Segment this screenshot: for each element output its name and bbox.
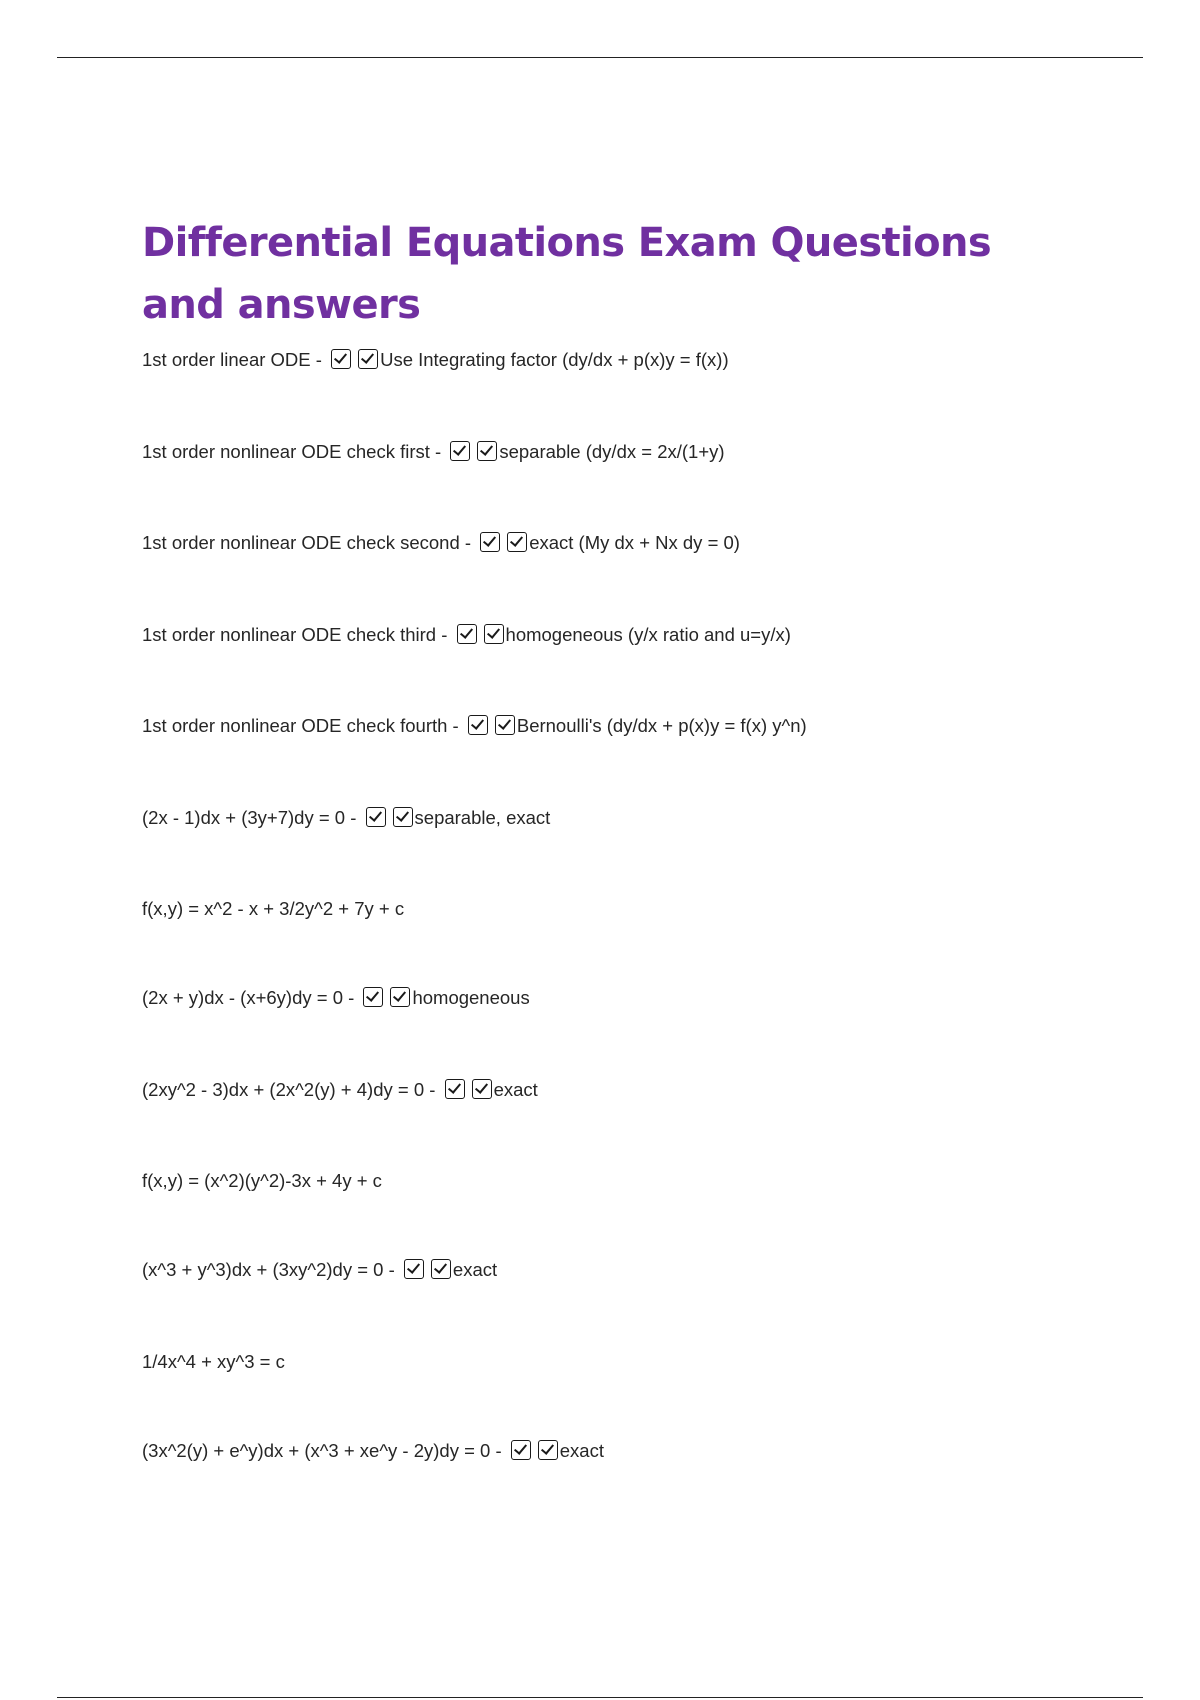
qa-item <box>142 1256 1062 1348</box>
question-text: (3x^2(y) + e^y)dx + (x^3 + xe^y - 2y)dy = 0 - <box>142 1439 507 1461</box>
document-title: Differential Equations Exam Questions and answers <box>142 220 992 328</box>
question-text: f(x,y) = x^2 - x + 3/2y^2 + 7y + c <box>142 898 405 919</box>
checkbox-checked-icon <box>366 807 386 827</box>
question-text: (2x + y)dx - (x+6y)dy = 0 - <box>142 987 360 1008</box>
checkbox-checked-icon <box>484 624 504 644</box>
answer-text: separable, exact <box>414 806 551 828</box>
answer-text: exact <box>559 1439 604 1461</box>
checkbox-checked-icon <box>468 715 488 735</box>
checkbox-checked-icon <box>431 1259 451 1279</box>
answer-text: exact <box>493 1078 538 1100</box>
checkbox-checked-icon <box>472 1079 492 1099</box>
question-text: 1st order nonlinear ODE check fourth - <box>142 715 464 736</box>
checkbox-checked-icon <box>331 349 351 369</box>
qa-item <box>142 1076 1062 1168</box>
qa-item <box>142 804 1062 896</box>
question-text: 1st order nonlinear ODE check third - <box>142 623 453 645</box>
question-text: 1st order nonlinear ODE check first - <box>142 440 447 462</box>
qa-item <box>142 346 1062 438</box>
checkbox-checked-icon <box>538 1440 558 1460</box>
checkbox-checked-icon <box>390 987 410 1007</box>
checkbox-checked-icon <box>495 715 515 735</box>
answer-text: separable (dy/dx = 2x/(1+y) <box>499 440 725 462</box>
question-text: (2xy^2 - 3)dx + (2x^2(y) + 4)dy = 0 - <box>142 1078 441 1100</box>
checkbox-checked-icon <box>507 532 527 552</box>
answer-text: Use Integrating factor (dy/dx + p(x)y = f(x)) <box>380 349 729 370</box>
checkbox-checked-icon <box>363 987 383 1007</box>
checkbox-checked-icon <box>404 1259 424 1279</box>
question-text: 1st order nonlinear ODE check second - <box>142 532 477 553</box>
question-text: f(x,y) = (x^2)(y^2)-3x + 4y + c <box>142 1170 382 1191</box>
answer-text: homogeneous (y/x ratio and u=y/x) <box>505 623 791 645</box>
checkbox-checked-icon <box>511 1440 531 1460</box>
qa-item <box>142 621 1062 713</box>
qa-item <box>142 529 1062 621</box>
document-body <box>142 212 1062 1528</box>
question-text: (x^3 + y^3)dx + (3xy^2)dy = 0 - <box>142 1259 400 1280</box>
header-rule <box>57 57 1143 58</box>
answer-text: exact (My dx + Nx dy = 0) <box>529 532 740 553</box>
checkbox-checked-icon <box>445 1079 465 1099</box>
question-text: 1/4x^4 + xy^3 = c <box>142 1350 285 1372</box>
qa-list <box>142 346 1062 1528</box>
qa-item <box>142 984 1062 1076</box>
qa-item <box>142 895 1062 984</box>
checkbox-checked-icon <box>480 532 500 552</box>
checkbox-checked-icon <box>477 441 497 461</box>
footer-rule <box>57 1697 1143 1698</box>
checkbox-checked-icon <box>393 807 413 827</box>
answer-text: homogeneous <box>412 987 530 1008</box>
question-text: (2x - 1)dx + (3y+7)dy = 0 - <box>142 806 362 828</box>
qa-item <box>142 1348 1062 1437</box>
qa-item <box>142 1167 1062 1256</box>
answer-text: Bernoulli's (dy/dx + p(x)y = f(x) y^n) <box>516 715 807 736</box>
answer-text: exact <box>452 1259 498 1280</box>
qa-item <box>142 712 1062 804</box>
checkbox-checked-icon <box>450 441 470 461</box>
checkbox-checked-icon <box>358 349 378 369</box>
question-text: 1st order linear ODE - <box>142 349 328 370</box>
checkbox-checked-icon <box>457 624 477 644</box>
qa-item <box>142 438 1062 530</box>
qa-item <box>142 1437 1062 1529</box>
